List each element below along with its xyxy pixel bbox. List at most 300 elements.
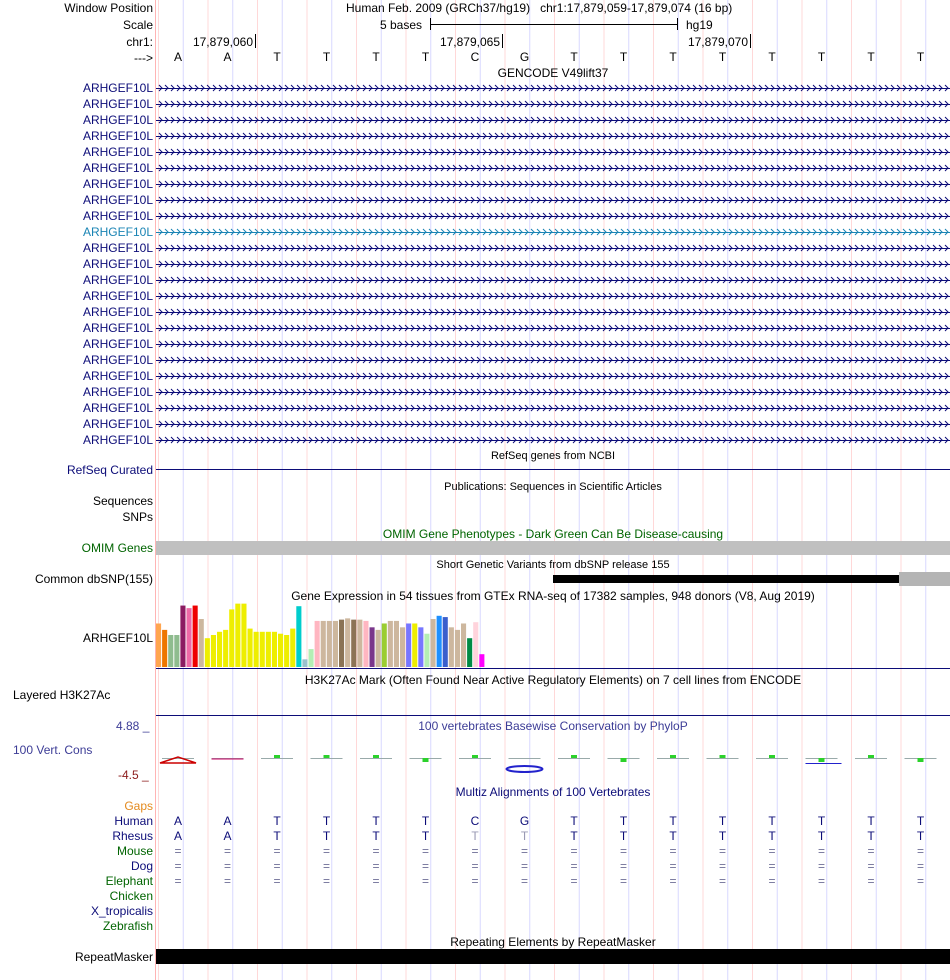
- alignment-base: =: [174, 844, 182, 858]
- assembly-name: Human Feb. 2009 (GRCh37/hg19): [346, 1, 531, 15]
- h3k27ac-label[interactable]: Layered H3K27Ac: [13, 688, 111, 702]
- gencode-transcript[interactable]: [156, 340, 950, 348]
- gtex-tissue-bar: [180, 606, 185, 667]
- phylop-conserved-mark: [868, 755, 874, 758]
- base-letter: T: [669, 50, 677, 64]
- gencode-transcript-label[interactable]: ARHGEF10L: [82, 145, 153, 159]
- gtex-tissue-bar: [418, 627, 423, 667]
- base-letter: T: [867, 50, 875, 64]
- base-letter: T: [421, 50, 430, 64]
- gencode-transcript-label[interactable]: ARHGEF10L: [82, 193, 153, 207]
- species-label[interactable]: Chicken: [109, 889, 153, 903]
- strand-chevron: [159, 309, 948, 315]
- gencode-transcript[interactable]: [156, 228, 950, 236]
- h3k27ac-baseline: [156, 715, 950, 716]
- alignment-base: G: [519, 814, 530, 828]
- gtex-tissue-bar: [229, 609, 234, 667]
- alignment-base: =: [223, 844, 231, 858]
- gtex-tissue-bar: [168, 635, 173, 667]
- gtex-tissue-bar: [382, 623, 387, 667]
- base-letter: T: [372, 50, 380, 64]
- alignment-base: =: [718, 844, 726, 858]
- gtex-tissue-bar: [241, 604, 246, 667]
- refseq-title: RefSeq genes from NCBI: [490, 450, 616, 462]
- gtex-tissue-bar: [333, 621, 338, 667]
- alignment-base: C: [470, 814, 480, 828]
- alignment-base: A: [173, 814, 182, 828]
- gencode-transcript-label[interactable]: ARHGEF10L: [82, 161, 153, 175]
- gencode-transcript-label[interactable]: ARHGEF10L: [82, 321, 153, 335]
- alignment-base: =: [867, 859, 875, 873]
- gtex-tissue-bar: [339, 620, 344, 667]
- gencode-transcript[interactable]: [156, 100, 950, 108]
- gtex-tissue-bar: [278, 634, 283, 667]
- omim-label[interactable]: OMIM Genes: [81, 541, 153, 555]
- gencode-strand-arrows: [156, 308, 950, 316]
- gencode-transcript[interactable]: [156, 260, 950, 268]
- gencode-strand-arrows: [156, 436, 950, 444]
- gtex-tissue-bar: [174, 635, 179, 667]
- gencode-transcript-label[interactable]: ARHGEF10L: [82, 385, 153, 399]
- gtex-tissue-bar: [479, 654, 484, 667]
- gencode-strand-arrows: [156, 260, 950, 268]
- gencode-transcript[interactable]: [156, 308, 950, 316]
- strand-chevron: [159, 373, 948, 379]
- base-letter: T: [273, 50, 281, 64]
- alignment-base: =: [718, 859, 726, 873]
- alignment-base: T: [817, 814, 826, 828]
- gtex-tissue-bar: [272, 632, 277, 667]
- base-letter: T: [619, 50, 628, 64]
- db-label: hg19: [686, 18, 713, 32]
- gtex-tissue-bar: [357, 620, 362, 667]
- gtex-tissue-bar: [327, 621, 332, 667]
- alignment-base: =: [471, 859, 479, 873]
- gencode-transcript-label[interactable]: ARHGEF10L: [82, 177, 153, 191]
- gtex-tissue-bar: [449, 627, 454, 667]
- gtex-tissue-bar: [211, 635, 216, 667]
- gencode-transcript[interactable]: [156, 212, 950, 220]
- gencode-strand-arrows: [156, 100, 950, 108]
- gtex-tissue-bar: [205, 638, 210, 667]
- gencode-transcript-label[interactable]: ARHGEF10L: [82, 257, 153, 271]
- alignment-base: =: [520, 874, 528, 888]
- gencode-transcript-label[interactable]: ARHGEF10L: [82, 113, 153, 127]
- window-position-label: Window Position: [64, 1, 153, 15]
- strand-chevron: [159, 293, 948, 299]
- gencode-transcript[interactable]: [156, 404, 950, 412]
- alignment-base: =: [718, 874, 726, 888]
- gtex-tissue-bar: [235, 604, 240, 667]
- gaps-label[interactable]: Gaps: [124, 799, 153, 813]
- gencode-transcript[interactable]: [156, 420, 950, 428]
- ruler-tick-mark: [502, 34, 503, 48]
- dbsnp-title: Short Genetic Variants from dbSNP release 155: [436, 559, 670, 571]
- alignment-base: =: [223, 874, 231, 888]
- gencode-transcript-label[interactable]: ARHGEF10L: [82, 305, 153, 319]
- alignment-base: =: [471, 874, 479, 888]
- alignment-base: T: [768, 829, 776, 843]
- refseq-gene-line[interactable]: [156, 469, 950, 470]
- gtex-tissue-bar: [394, 621, 399, 667]
- alignment-base: T: [322, 814, 331, 828]
- chr-label: chr1:: [126, 35, 153, 49]
- base-letter: A: [173, 50, 182, 64]
- gencode-strand-arrows: [156, 324, 950, 332]
- alignment-base: =: [570, 859, 578, 873]
- gencode-transcript[interactable]: [156, 324, 950, 332]
- alignment-base: T: [867, 814, 875, 828]
- species-label[interactable]: Zebrafish: [102, 919, 153, 933]
- alignment-base: =: [570, 874, 578, 888]
- track-left-border: [155, 0, 156, 980]
- alignment-base: =: [669, 874, 677, 888]
- alignment-base: T: [619, 829, 628, 843]
- gencode-transcript[interactable]: [156, 244, 950, 252]
- dbsnp-variant-gray[interactable]: [899, 572, 950, 586]
- phylop-conserved-mark: [423, 758, 429, 762]
- gtex-tissue-bar: [431, 619, 436, 667]
- alignment-base: T: [372, 814, 380, 828]
- dbsnp-variant-bar[interactable]: [553, 575, 950, 583]
- alignment-base: =: [817, 844, 825, 858]
- alignment-base: T: [916, 814, 925, 828]
- gtex-tissue-bar: [437, 616, 442, 667]
- alignment-base: T: [520, 829, 529, 843]
- strand-chevron: [159, 389, 948, 395]
- ruler-tick-mark: [255, 34, 256, 48]
- gencode-strand-arrows: [156, 84, 950, 92]
- gencode-transcript[interactable]: [156, 132, 950, 140]
- gencode-transcript-label[interactable]: ARHGEF10L: [82, 97, 153, 111]
- gtex-tissue-bar: [156, 623, 161, 667]
- alignment-base: =: [520, 844, 528, 858]
- alignment-base: =: [372, 844, 380, 858]
- gencode-transcript[interactable]: [156, 276, 950, 284]
- gtex-tissue-bar: [363, 621, 368, 667]
- gtex-tissue-bar: [260, 632, 265, 667]
- gencode-strand-arrows: [156, 420, 950, 428]
- base-letter: A: [223, 50, 232, 64]
- h3k27ac-title: H3K27Ac Mark (Often Found Near Active Regulatory Elements) on 7 cell lines from ENCODE: [304, 673, 802, 687]
- publications-title: Publications: Sequences in Scientific Articles: [444, 481, 662, 493]
- gencode-transcript-label[interactable]: ARHGEF10L: [82, 81, 153, 95]
- gtex-tissue-bar: [424, 634, 429, 667]
- phylop-conserved-mark: [571, 755, 577, 758]
- gencode-strand-arrows: [156, 228, 950, 236]
- gtex-tissue-bar: [248, 629, 253, 667]
- alignment-base: =: [520, 859, 528, 873]
- alignment-base: =: [916, 844, 924, 858]
- gencode-strand-arrows: [156, 372, 950, 380]
- gencode-transcript[interactable]: [156, 372, 950, 380]
- strand-chevron: [159, 213, 948, 219]
- gencode-strand-arrows: [156, 244, 950, 252]
- gencode-transcript[interactable]: [156, 196, 950, 204]
- gencode-strand-arrows: [156, 212, 950, 220]
- species-label[interactable]: Elephant: [105, 874, 153, 888]
- gencode-transcript[interactable]: [156, 164, 950, 172]
- phylop-conserved-mark: [324, 755, 330, 758]
- gtex-tissue-bar: [321, 621, 326, 667]
- alignment-base: =: [174, 859, 182, 873]
- strand-chevron: [159, 165, 948, 171]
- gencode-transcript-label[interactable]: ARHGEF10L: [82, 353, 153, 367]
- gencode-strand-arrows: [156, 276, 950, 284]
- assembly-label: [346, 1, 732, 15]
- alignment-base: =: [223, 859, 231, 873]
- gencode-strand-arrows: [156, 180, 950, 188]
- strand-chevron: [159, 197, 948, 203]
- gtex-tissue-bar: [199, 619, 204, 667]
- species-label[interactable]: Human: [114, 814, 153, 828]
- strand-label: --->: [134, 51, 153, 65]
- alignment-base: T: [619, 814, 628, 828]
- gtex-tissue-bar: [376, 630, 381, 667]
- strand-chevron: [159, 325, 948, 331]
- alignment-base: T: [372, 829, 380, 843]
- alignment-base: T: [570, 814, 578, 828]
- alignment-base: =: [273, 874, 281, 888]
- alignment-base: =: [421, 859, 429, 873]
- gtex-tissue-bar: [217, 632, 222, 667]
- alignment-base: =: [570, 844, 578, 858]
- position-coords: chr1:17,879,059-17,879,074 (16 bp): [540, 1, 733, 15]
- gencode-transcript-label[interactable]: ARHGEF10L: [82, 417, 153, 431]
- gencode-transcript-label[interactable]: ARHGEF10L: [82, 209, 153, 223]
- gtex-tissue-bar: [223, 630, 228, 667]
- repeatmasker-label[interactable]: RepeatMasker: [74, 950, 153, 964]
- phylop-conserved-mark: [274, 755, 280, 758]
- gtex-tissue-bar: [296, 606, 301, 667]
- alignment-base: T: [322, 829, 331, 843]
- gencode-strand-arrows: [156, 196, 950, 204]
- gtex-tissue-bar: [315, 621, 320, 667]
- gtex-tissue-bar: [351, 620, 356, 667]
- strand-chevron: [159, 437, 948, 443]
- gtex-tissue-bar: [455, 630, 460, 667]
- alignment-base: =: [916, 874, 924, 888]
- alignment-base: T: [669, 829, 677, 843]
- alignment-base: =: [768, 874, 776, 888]
- snps-label[interactable]: SNPs: [122, 510, 153, 524]
- gencode-strand-arrows: [156, 148, 950, 156]
- phylop-conserved-mark: [373, 755, 379, 758]
- gencode-title: GENCODE V49lift37: [497, 66, 609, 80]
- gtex-tissue-bar: [309, 649, 314, 667]
- alignment-base: =: [322, 859, 330, 873]
- gencode-transcript[interactable]: [156, 356, 950, 364]
- phylop-min: -4.5 _: [118, 768, 149, 782]
- gtex-tissue-bar: [254, 632, 259, 667]
- gencode-transcript[interactable]: [156, 180, 950, 188]
- omim-gene-bar[interactable]: [156, 541, 950, 555]
- strand-chevron: [159, 117, 948, 123]
- ruler-tick-label: 17,879,065: [439, 35, 500, 49]
- alignment-base: =: [372, 874, 380, 888]
- phylop-max: 4.88 _: [116, 719, 150, 733]
- base-letter: T: [817, 50, 826, 64]
- alignment-base: T: [768, 814, 776, 828]
- gtex-tissue-bar: [467, 638, 472, 667]
- gtex-tissue-bar: [388, 621, 393, 667]
- alignment-base: =: [421, 844, 429, 858]
- strand-chevron: [159, 261, 948, 267]
- alignment-base: T: [421, 814, 430, 828]
- strand-chevron: [159, 85, 948, 91]
- phylop-conserved-mark: [720, 755, 726, 758]
- phylop-conserved-mark: [621, 758, 627, 762]
- gtex-tissue-bar: [406, 623, 411, 667]
- gencode-transcript-label[interactable]: ARHGEF10L: [82, 433, 153, 447]
- alignment-base: =: [619, 874, 627, 888]
- gencode-strand-arrows: [156, 292, 950, 300]
- base-letter: T: [570, 50, 578, 64]
- gtex-tissue-bar: [162, 630, 167, 667]
- alignment-base: =: [768, 844, 776, 858]
- alignment-base: =: [669, 859, 677, 873]
- gencode-strand-arrows: [156, 116, 950, 124]
- gencode-transcript[interactable]: [156, 84, 950, 92]
- strand-chevron: [159, 357, 948, 363]
- gtex-tissue-bar: [412, 623, 417, 667]
- gencode-strand-arrows: [156, 356, 950, 364]
- alignment-base: T: [817, 829, 826, 843]
- scale-bar: [430, 24, 678, 25]
- strand-chevron: [159, 245, 948, 251]
- alignment-base: =: [768, 859, 776, 873]
- gencode-transcript-label[interactable]: ARHGEF10L: [82, 337, 153, 351]
- alignment-base: T: [273, 814, 281, 828]
- gtex-tissue-bar: [302, 659, 307, 667]
- gtex-tissue-bar: [400, 627, 405, 667]
- base-letter: T: [768, 50, 776, 64]
- strand-chevron: [159, 133, 948, 139]
- scale-bar-left-tick: [430, 18, 431, 30]
- alignment-base: A: [173, 829, 182, 843]
- scale-label: Scale: [122, 18, 153, 32]
- repeat-element-bar[interactable]: [156, 949, 950, 964]
- base-letter: T: [322, 50, 331, 64]
- alignment-base: T: [718, 814, 727, 828]
- gencode-strand-arrows: [156, 404, 950, 412]
- gtex-label[interactable]: ARHGEF10L: [82, 631, 153, 645]
- gtex-tissue-bar: [370, 627, 375, 667]
- base-letter: C: [470, 50, 480, 64]
- multiz-title: Multiz Alignments of 100 Vertebrates: [455, 785, 651, 799]
- gtex-tissue-bar: [193, 606, 198, 667]
- strand-chevron: [159, 149, 948, 155]
- alignment-base: =: [322, 874, 330, 888]
- phylop-conserved-mark: [918, 758, 924, 762]
- alignment-base: T: [669, 814, 677, 828]
- gtex-tissue-bar: [290, 629, 295, 667]
- strand-chevron: [159, 229, 948, 235]
- gencode-transcript-label[interactable]: ARHGEF10L: [82, 369, 153, 383]
- base-letter: G: [519, 50, 530, 64]
- gencode-transcript-label[interactable]: ARHGEF10L: [82, 289, 153, 303]
- strand-chevron: [159, 277, 948, 283]
- repeatmasker-title: Repeating Elements by RepeatMasker: [450, 935, 656, 949]
- phylop-plot[interactable]: [156, 748, 950, 776]
- alignment-base: =: [322, 844, 330, 858]
- scale-text: 5 bases: [380, 18, 423, 32]
- gencode-strand-arrows: [156, 340, 950, 348]
- gencode-strand-arrows: [156, 164, 950, 172]
- gencode-transcript[interactable]: [156, 116, 950, 124]
- alignment-base: T: [570, 829, 578, 843]
- phylop-conserved-mark: [472, 755, 478, 758]
- sequences-label[interactable]: Sequences: [92, 494, 153, 508]
- phylop-base-glyph: [507, 766, 543, 772]
- strand-chevron: [159, 101, 948, 107]
- species-label[interactable]: X_tropicalis: [90, 904, 153, 918]
- alignment-base: =: [817, 859, 825, 873]
- gtex-title: Gene Expression in 54 tissues from GTEx RNA-seq of 17382 samples, 948 donors (V8, Aug 2019): [291, 589, 815, 603]
- alignment-base: =: [669, 844, 677, 858]
- gencode-transcript-label[interactable]: ARHGEF10L: [82, 225, 153, 239]
- species-label[interactable]: Rhesus: [112, 829, 153, 843]
- gencode-transcript-label[interactable]: ARHGEF10L: [82, 129, 153, 143]
- alignment-base: T: [471, 829, 479, 843]
- track-divider: [156, 668, 950, 669]
- scale-bar-right-tick: [677, 18, 678, 30]
- ruler-tick-label: 17,879,060: [192, 35, 253, 49]
- gencode-transcript[interactable]: [156, 148, 950, 156]
- alignment-base: T: [273, 829, 281, 843]
- alignment-base: =: [421, 874, 429, 888]
- gencode-transcript[interactable]: [156, 292, 950, 300]
- alignment-base: A: [223, 829, 232, 843]
- gtex-tissue-bar: [473, 622, 478, 667]
- gtex-bar-chart[interactable]: [156, 603, 536, 667]
- gencode-strand-arrows: [156, 132, 950, 140]
- phylop-title: 100 vertebrates Basewise Conservation by PhyloP: [418, 719, 688, 733]
- gencode-strand-arrows: [156, 388, 950, 396]
- strand-chevron: [159, 421, 948, 427]
- gencode-transcript[interactable]: [156, 388, 950, 396]
- alignment-base: =: [372, 859, 380, 873]
- phylop-conserved-mark: [769, 755, 775, 758]
- alignment-base: T: [867, 829, 875, 843]
- gtex-tissue-bar: [284, 635, 289, 667]
- alignment-base: =: [619, 844, 627, 858]
- strand-chevron: [159, 181, 948, 187]
- alignment-base: =: [273, 859, 281, 873]
- alignment-base: =: [174, 874, 182, 888]
- gencode-transcript[interactable]: [156, 436, 950, 444]
- alignment-base: =: [273, 844, 281, 858]
- alignment-base: =: [916, 859, 924, 873]
- gencode-transcript-label[interactable]: ARHGEF10L: [82, 401, 153, 415]
- alignment-base: =: [817, 874, 825, 888]
- base-letter: T: [718, 50, 727, 64]
- dbsnp-label[interactable]: Common dbSNP(155): [34, 572, 153, 586]
- ruler-tick-label: 17,879,070: [687, 35, 748, 49]
- gtex-tissue-bar: [345, 618, 350, 667]
- gencode-transcript-label[interactable]: ARHGEF10L: [82, 273, 153, 287]
- ruler-tick-mark: [750, 34, 751, 48]
- refseq-label[interactable]: RefSeq Curated: [66, 463, 153, 477]
- species-label[interactable]: Dog: [130, 859, 153, 873]
- phylop-base-glyph: [160, 757, 196, 763]
- species-label[interactable]: Mouse: [116, 844, 153, 858]
- phylop-conserved-mark: [670, 755, 676, 758]
- omim-title: OMIM Gene Phenotypes - Dark Green Can Be Disease-causing: [382, 527, 724, 541]
- gencode-transcript-label[interactable]: ARHGEF10L: [82, 241, 153, 255]
- alignment-base: A: [223, 814, 232, 828]
- phylop-label[interactable]: 100 Vert. Cons: [13, 743, 93, 757]
